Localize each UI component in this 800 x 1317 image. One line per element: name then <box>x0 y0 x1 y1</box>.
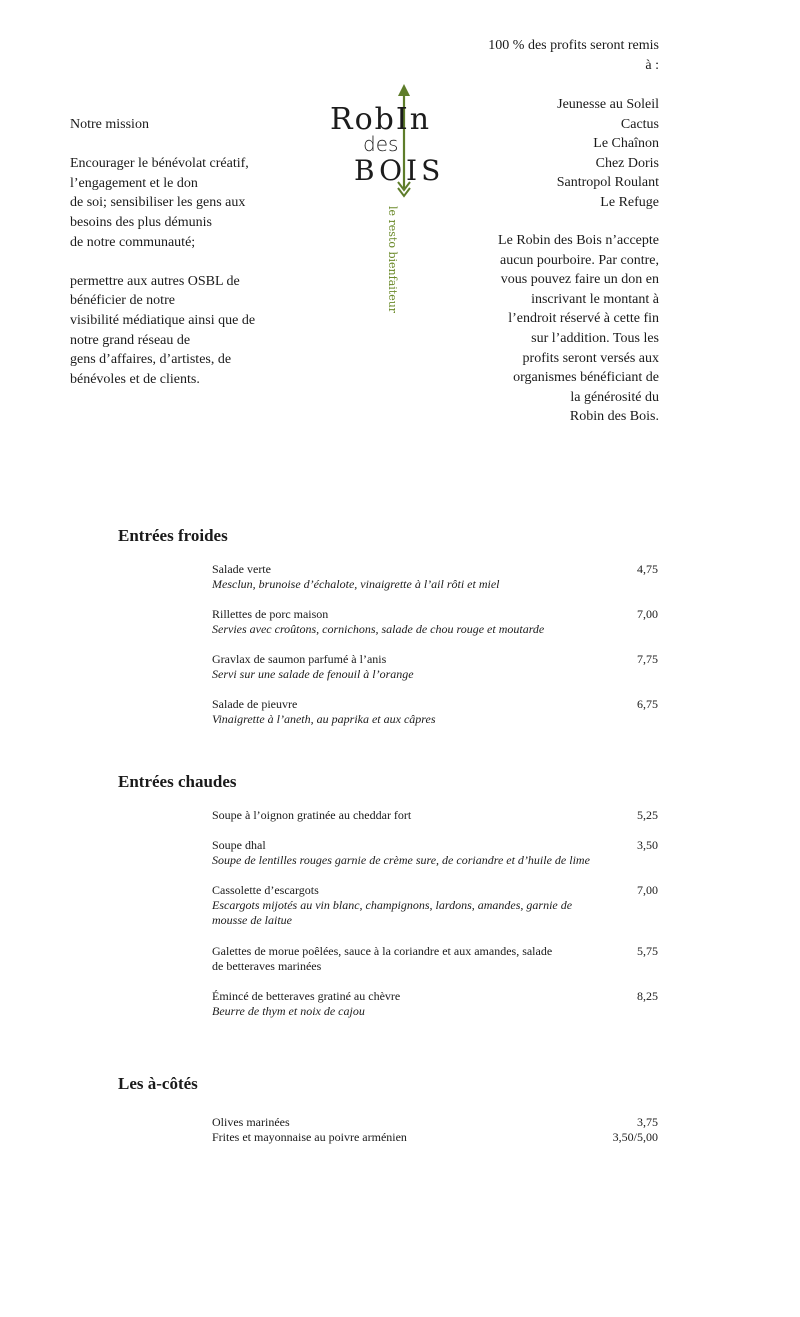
menu-item-price: 3,50/5,00 <box>612 1130 658 1144</box>
organization-name: Santropol Roulant <box>556 175 659 191</box>
menu-item-price: 4,75 <box>637 562 658 576</box>
mission-line: besoins des plus démunis <box>70 214 212 230</box>
menu-item-name: Olives marinées <box>212 1115 290 1129</box>
menu-item-name: Galettes de morue poêlées, sauce à la coriandre et aux amandes, salade de betteraves marinées <box>212 944 553 973</box>
profits-note <box>399 36 659 75</box>
menu-item-name: Gravlax de saumon parfumé à l’anis <box>212 652 387 666</box>
menu-item-price: 5,75 <box>637 944 658 958</box>
logo-word-des: des <box>363 132 399 156</box>
tip-line: organismes bénéficiant de <box>513 370 659 386</box>
menu-item-name: Cassolette d’escargots <box>212 883 319 897</box>
organizations-list <box>557 95 659 213</box>
logo-word-robin: RobIn <box>330 102 432 137</box>
organization-name: Cactus <box>620 116 659 132</box>
menu-item <box>212 944 658 974</box>
menu-item-description: Mesclun, brunoise d’échalote, vinaigrette à l’ail rôti et miel <box>212 577 500 591</box>
menu-item <box>212 883 658 928</box>
menu-item-name: Salade de pieuvre <box>212 697 298 711</box>
menu-item-name: Soupe à l’oignon gratinée au cheddar fort <box>212 808 412 822</box>
section-title: Entrées froides <box>118 526 228 545</box>
menu-item-name: Salade verte <box>212 562 271 576</box>
menu-item <box>212 652 658 682</box>
mission-heading: Notre mission <box>70 117 149 132</box>
menu-item-description: Beurre de thym et noix de cajou <box>212 1004 365 1018</box>
mission-line: gens d’affaires, d’artistes, de <box>70 352 232 368</box>
mission-line: de notre communauté; <box>70 234 196 250</box>
tip-line: Robin des Bois. <box>569 409 659 425</box>
menu-item-description: Servies avec croûtons, cornichons, salade de chou rouge et moutarde <box>212 622 545 636</box>
tip-policy-note <box>459 231 659 427</box>
menu-item-name: Émincé de betteraves gratiné au chèvre <box>212 989 401 1003</box>
tip-line: inscrivant le montant à <box>531 291 659 307</box>
mission-line: l’engagement et le don <box>70 175 198 191</box>
organization-name: Chez Doris <box>595 155 659 171</box>
section-title: Les à-côtés <box>118 1074 198 1093</box>
menu-item-description: Servi sur une salade de fenouil à l’orange <box>212 667 414 681</box>
menu-item-price: 6,75 <box>637 697 658 711</box>
mission-line: permettre aux autres OSBL de <box>70 273 240 289</box>
tip-line: l’endroit réservé à cette fin <box>508 311 659 327</box>
mission-line: notre grand réseau de <box>70 332 191 348</box>
menu-item <box>212 838 658 868</box>
menu-item <box>212 989 658 1019</box>
organization-name: Le Refuge <box>600 194 659 210</box>
menu-item-name: Rillettes de porc maison <box>212 607 329 621</box>
tip-line: la générosité du <box>570 389 659 405</box>
menu-item-price: 3,75 <box>637 1115 658 1129</box>
tip-line: Le Robin des Bois n’accepte <box>498 233 659 248</box>
logo-word-bois: BOIS <box>354 154 445 187</box>
menu-item <box>212 808 658 823</box>
logo-tagline: le resto bienfaiteur <box>386 206 399 314</box>
mission-block <box>70 115 300 389</box>
tip-line: profits seront versés aux <box>522 350 659 366</box>
mission-line: visibilité médiatique ainsi que de <box>70 312 256 328</box>
menu-item <box>212 1115 658 1130</box>
menu-item-price: 3,50 <box>637 838 658 852</box>
organization-name: Jeunesse au Soleil <box>557 97 659 112</box>
menu-item-price: 7,00 <box>637 607 658 621</box>
menu-item-name: Frites et mayonnaise au poivre arménien <box>212 1130 407 1144</box>
menu-item-name: Soupe dhal <box>212 838 266 852</box>
mission-line: bénéficier de notre <box>70 293 175 309</box>
mission-line: Encourager le bénévolat créatif, <box>70 156 249 172</box>
menu-item <box>212 1130 658 1145</box>
menu-item <box>212 697 658 727</box>
mission-line: bénévoles et de clients. <box>70 371 200 387</box>
organization-name: Le Chaînon <box>593 136 659 152</box>
profits-line: à : <box>645 57 659 73</box>
menu-item-price: 5,25 <box>637 808 658 822</box>
mission-line: de soi; sensibiliser les gens aux <box>70 195 246 211</box>
menu-item-description: Escargots mijotés au vin blanc, champignons, lardons, amandes, garnie de mousse de laitue <box>212 898 573 927</box>
menu-item-price: 8,25 <box>637 989 658 1003</box>
profits-line: 100 % des profits seront remis <box>488 38 659 53</box>
menu-item-description: Soupe de lentilles rouges garnie de crème sure, de coriandre et d’huile de lime <box>212 853 590 867</box>
menu-item <box>212 562 658 592</box>
section-title: Entrées chaudes <box>118 772 237 791</box>
tip-line: sur l’addition. Tous les <box>531 330 659 346</box>
menu-item-price: 7,00 <box>637 883 658 897</box>
menu-item-description: Vinaigrette à l’aneth, au paprika et aux câpres <box>212 712 436 726</box>
menu-item <box>212 607 658 637</box>
tip-line: vous pouvez faire un don en <box>500 272 659 288</box>
menu-item-price: 7,75 <box>637 652 658 666</box>
robin-des-bois-logo <box>328 84 445 314</box>
tip-line: aucun pourboire. Par contre, <box>500 252 659 268</box>
